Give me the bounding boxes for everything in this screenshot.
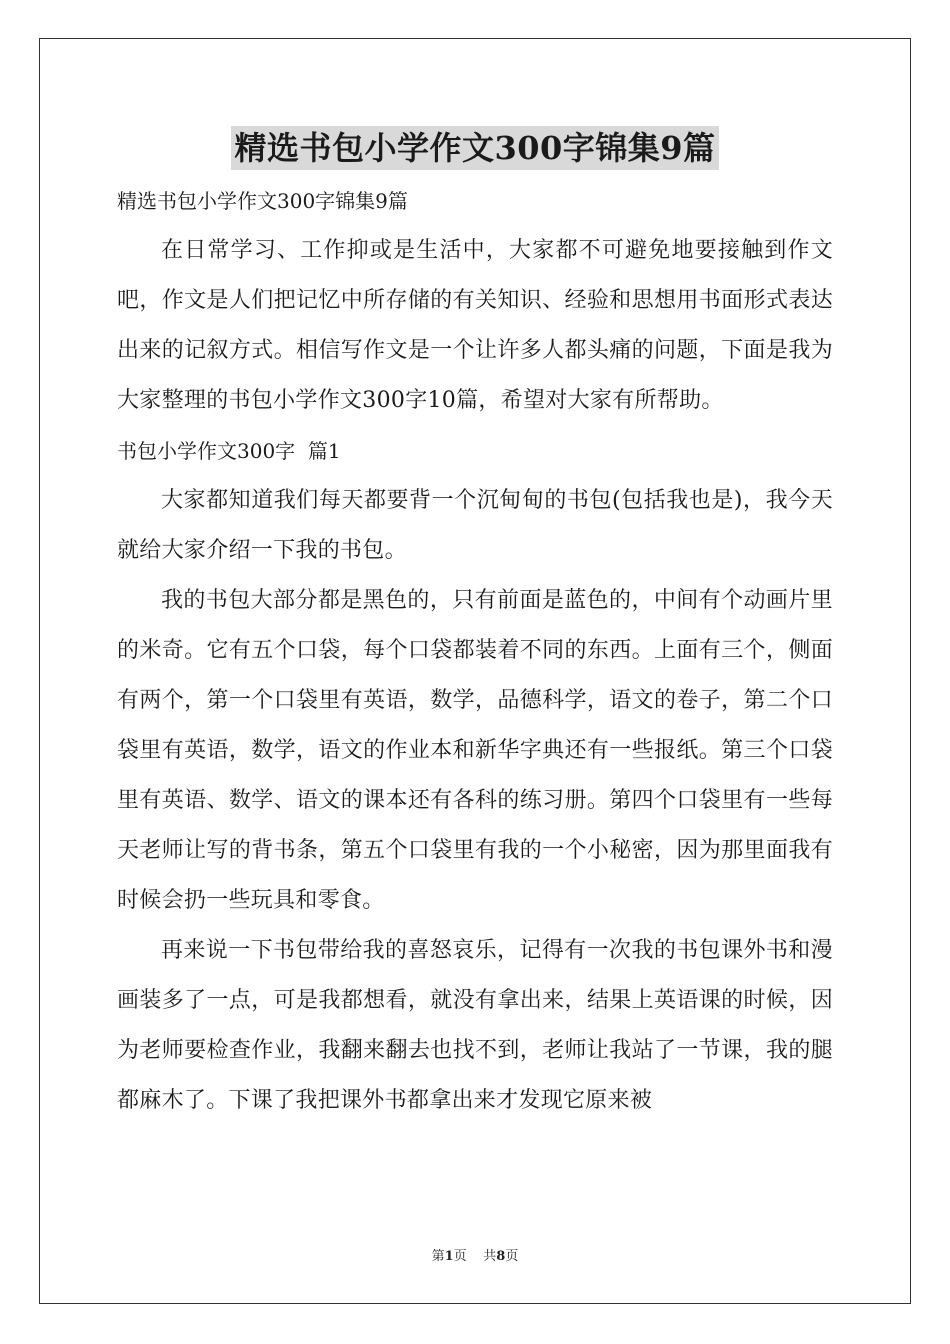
footer-page-suffix: 页: [453, 1249, 467, 1264]
document-title: 精选书包小学作文300字锦集9篇: [231, 126, 718, 170]
document-subtitle: 精选书包小学作文300字锦集9篇: [117, 189, 408, 213]
section-heading: 书包小学作文300字 篇1: [117, 439, 341, 463]
footer-page-prefix: 第: [431, 1249, 445, 1264]
title-block: [0, 126, 950, 170]
footer-page-number: 1: [444, 1249, 454, 1264]
body-paragraph-1: 大家都知道我们每天都要背一个沉甸甸的书包(包括我也是)，我今天就给大家介绍一下我的书包。: [117, 488, 833, 563]
intro-paragraph: 在日常学习、工作抑或是生活中，大家都不可避免地要接触到作文吧，作文是人们把记忆中所存储的有关知识、经验和思想用书面形式表达出来的记叙方式。相信写作文是一个让许多人都头痛的问题，下面是我为大家整理的书包小学作文300字10篇，希望对大家有所帮助。: [117, 238, 833, 413]
body-paragraph-2: 我的书包大部分都是黑色的，只有前面是蓝色的，中间有个动画片里的米奇。它有五个口袋，每个口袋都装着不同的东西。上面有三个，侧面有两个，第一个口袋里有英语，数学，品德科学，语文的卷子，第二个口袋里有英语，数学，语文的作业本和新华字典还有一些报纸。第三个口袋里有英语、数学、语文的课本还有各科的练习册。第四个口袋里有一些每天老师让写的背书条，第五个口袋里有我的一个小秘密，因为那里面我有时候会扔一些玩具和零食。: [117, 588, 833, 913]
footer-total-suffix: 页: [505, 1249, 519, 1264]
document-body: [117, 176, 833, 1126]
body-paragraph-3: 再来说一下书包带给我的喜怒哀乐，记得有一次我的书包课外书和漫画装多了一点，可是我都想看，就没有拿出来，结果上英语课的时候，因为老师要检查作业，我翻来翻去也找不到，老师让我站了一节课，我的腿都麻木了。下课了我把课外书都拿出来才发现它原来被: [117, 938, 833, 1113]
page-footer: [0, 1245, 950, 1264]
footer-total-prefix: 共: [483, 1249, 497, 1264]
footer-total-pages: 8: [496, 1249, 506, 1264]
